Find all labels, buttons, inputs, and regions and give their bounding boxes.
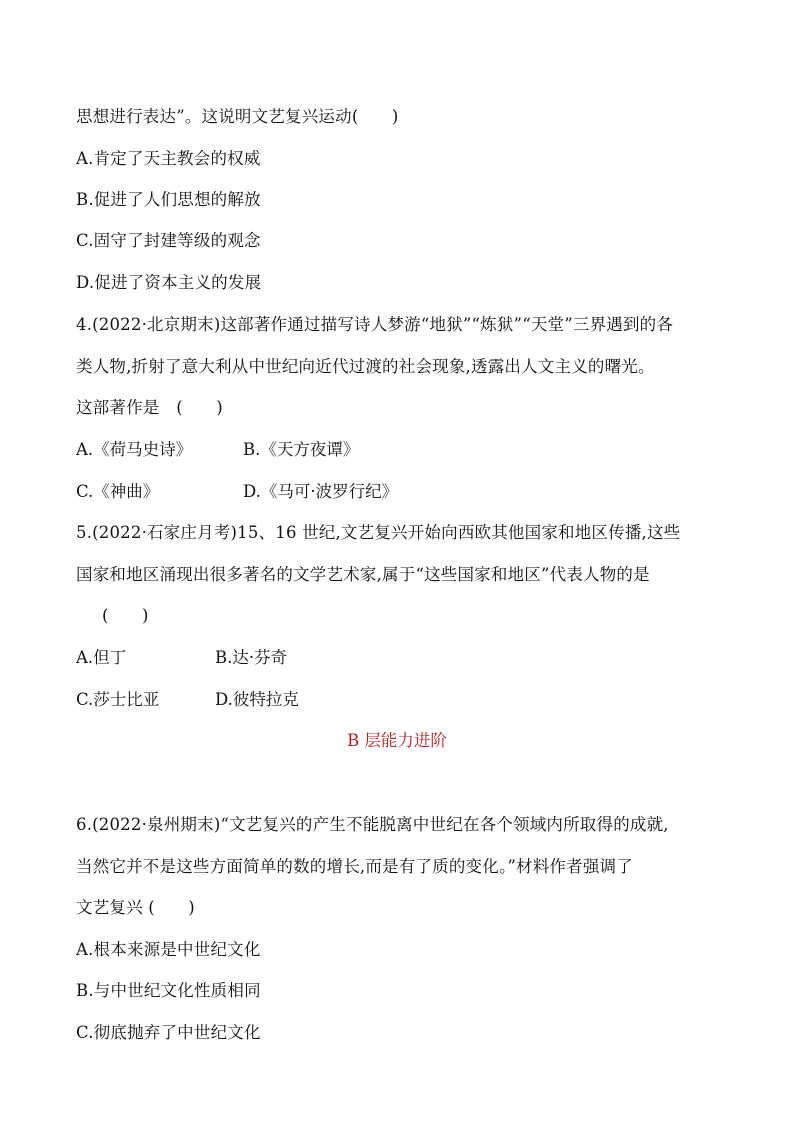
q5-option-a: A.但丁 — [76, 648, 127, 667]
q4-stem-line-2: 类人物,折射了意大利从中世纪向近代过渡的社会现象,透露出人文主义的曙光。 — [76, 357, 655, 376]
q6-option-b: B.与中世纪文化性质相同 — [76, 981, 261, 1000]
q3-option-b: B.促进了人们思想的解放 — [76, 190, 261, 209]
q6-option-c: C.彻底抛弃了中世纪文化 — [76, 1023, 261, 1042]
q5-option-c: C.莎士比亚 — [76, 690, 160, 709]
q6-stem-line-3: 文艺复兴 ( ) — [76, 898, 195, 917]
q4-option-b: B.《天方夜谭》 — [243, 440, 360, 459]
q3-option-c: C.固守了封建等级的观念 — [76, 231, 261, 250]
q4-option-c: C.《神曲》 — [76, 482, 160, 501]
q3-option-a: A.肯定了天主教会的权威 — [76, 149, 261, 168]
section-b-title: B 层能力进阶 — [347, 731, 447, 750]
q4-option-d: D.《马可·波罗行纪》 — [243, 482, 399, 501]
q5-stem-line-1: 5.(2022·石家庄月考)15、16 世纪,文艺复兴开始向西欧其他国家和地区传播,这些 — [76, 523, 681, 542]
q6-option-a: A.根本来源是中世纪文化 — [76, 940, 261, 959]
q6-stem-line-1: 6.(2022·泉州期末)“文艺复兴的产生不能脱离中世纪在各个领域内所取得的成就, — [76, 815, 669, 834]
q5-option-b: B.达·芬奇 — [215, 648, 288, 667]
q5-stem-line-3: ( ) — [102, 606, 149, 625]
q4-stem-line-3: 这部著作是 ( ) — [76, 398, 223, 417]
q3-option-d: D.促进了资本主义的发展 — [76, 273, 262, 292]
q5-stem-line-2: 国家和地区涌现出很多著名的文学艺术家,属于“这些国家和地区”代表人物的是 — [76, 565, 650, 584]
q5-option-d: D.彼特拉克 — [215, 690, 299, 709]
q3-stem-tail: 思想进行表达”。这说明文艺复兴运动( ) — [76, 107, 399, 126]
q6-stem-line-2: 当然它并不是这些方面简单的数的增长,而是有了质的变化。”材料作者强调了 — [76, 857, 633, 876]
q4-stem-line-1: 4.(2022·北京期末)这部著作通过描写诗人梦游“地狱”“炼狱”“天堂”三界遇到的各 — [76, 315, 674, 334]
q4-option-a: A.《荷马史诗》 — [76, 440, 193, 459]
